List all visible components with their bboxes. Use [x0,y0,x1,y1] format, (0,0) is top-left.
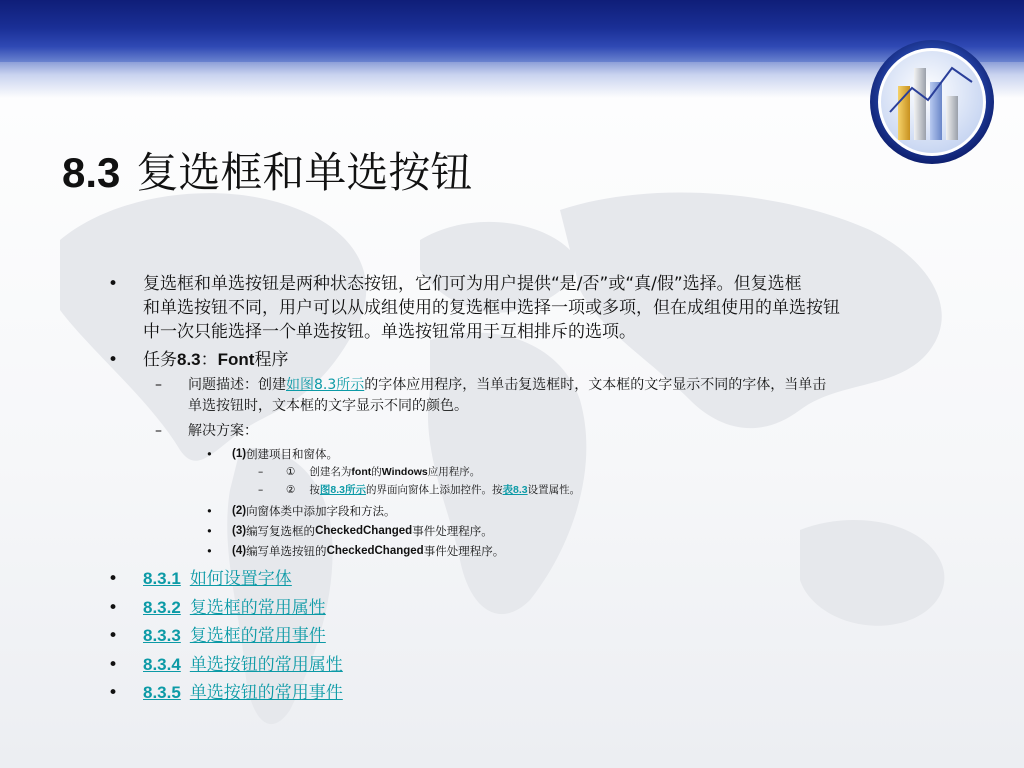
step-text: 事件处理程序。 [412,524,493,538]
step-text: 编写复选框的 [246,524,316,538]
step-1a [286,465,480,479]
task-suffix: 程序 [254,350,289,370]
toc-link-8-3-3[interactable] [143,624,326,648]
bullet-dot: • [206,504,213,518]
intro-line-3: 中一次只能选择一个单选按钮。单选按钮常用于互相排斥的选项。 [143,322,636,342]
step-keyword: CheckedChanged [315,525,413,537]
toc-link-8-3-2[interactable] [143,596,326,620]
bullet-dash: – [155,377,162,393]
task-heading [143,348,288,372]
bullet-dash: – [258,466,264,478]
problem-label: 问题描述：创建 [188,377,286,393]
toc-link-8-3-1[interactable] [143,567,292,591]
toc-link-8-3-4[interactable] [143,653,343,677]
step-text: 事件处理程序。 [423,544,505,558]
bar-chart-globe-icon [868,38,996,166]
toc-link-8-3-5[interactable] [143,681,343,705]
step-number: (3) [232,525,247,537]
step-keyword: Windows [381,466,428,478]
task-colon: ： [200,350,218,370]
step-number: (4) [232,545,247,557]
title-text: 复选框和单选按钮 [136,148,473,197]
task-number: 8.3 [177,350,201,369]
solution-label: 解决方案： [188,423,258,439]
problem-text: 的字体应用程序，当单击复选框时，文本框的文字显示不同的字体，当单击 [364,377,827,393]
title-number: 8.3 [62,149,121,196]
step-1 [232,446,338,462]
toc-text: 复选框的常用属性 [189,598,326,618]
table-link[interactable]: 表8.3 [502,484,528,496]
problem-line-1 [188,375,826,396]
bullet-dot: • [108,274,119,294]
toc-number: 8.3.3 [143,626,181,645]
step-text: 编写单选按钮的 [246,544,327,558]
bullet-dot: • [108,626,119,646]
step-4 [232,543,504,559]
bullet-dot: • [108,569,119,589]
page-title [62,140,472,200]
toc-number: 8.3.4 [143,655,181,674]
toc-text: 单选按钮的常用属性 [189,655,343,675]
bullet-dot: • [206,447,213,461]
step-text: 的界面向窗体上添加控件。按 [366,484,503,496]
step-keyword: font [351,466,372,478]
bullet-dot: • [206,524,213,538]
figure-link[interactable]: 图8.3所示 [319,484,367,496]
step-number: (2) [232,505,247,517]
step-text: 的 [371,466,382,478]
step-text: 向窗体类中添加字段和方法。 [246,504,396,518]
toc-text: 复选框的常用事件 [189,626,326,646]
bullet-dash: – [258,484,264,496]
figure-link[interactable]: 如图8.3所示 [286,377,365,393]
intro-line-2: 和单选按钮不同，用户可以从成组使用的复选框中选择一项或多项，但在成组使用的单选按钮 [143,298,840,318]
step-1b [286,483,580,497]
bullet-dot: • [108,350,119,370]
step-number: (1) [232,448,247,460]
step-text: 创建名为 [309,466,352,478]
problem-line-2: 单选按钮时，文本框的文字显示不同的颜色。 [188,398,468,414]
step-text: 创建项目和窗体。 [246,447,339,461]
bullet-dot: • [108,655,119,675]
step-3 [232,523,493,539]
intro-line-1: 复选框和单选按钮是两种状态按钮，它们可为用户提供“是/否”或“真/假”选择。但复选框 [143,274,802,294]
toc-text: 如何设置字体 [189,569,292,589]
task-font: Font [217,350,255,369]
toc-number: 8.3.5 [143,683,181,702]
step-text: 设置属性。 [527,484,581,496]
step-2 [232,503,396,519]
task-prefix: 任务 [143,350,177,370]
toc-text: 单选按钮的常用事件 [189,683,343,703]
step-keyword: CheckedChanged [326,545,424,557]
bullet-dash: – [155,423,162,439]
bullet-dot: • [206,544,213,558]
toc-number: 8.3.2 [143,598,181,617]
step-text: 按 [309,484,320,496]
circled-number: ② [286,484,296,496]
bullet-dot: • [108,598,119,618]
step-text: 应用程序。 [427,466,481,478]
toc-number: 8.3.1 [143,569,181,588]
circled-number: ① [286,466,296,478]
bullet-dot: • [108,683,119,703]
